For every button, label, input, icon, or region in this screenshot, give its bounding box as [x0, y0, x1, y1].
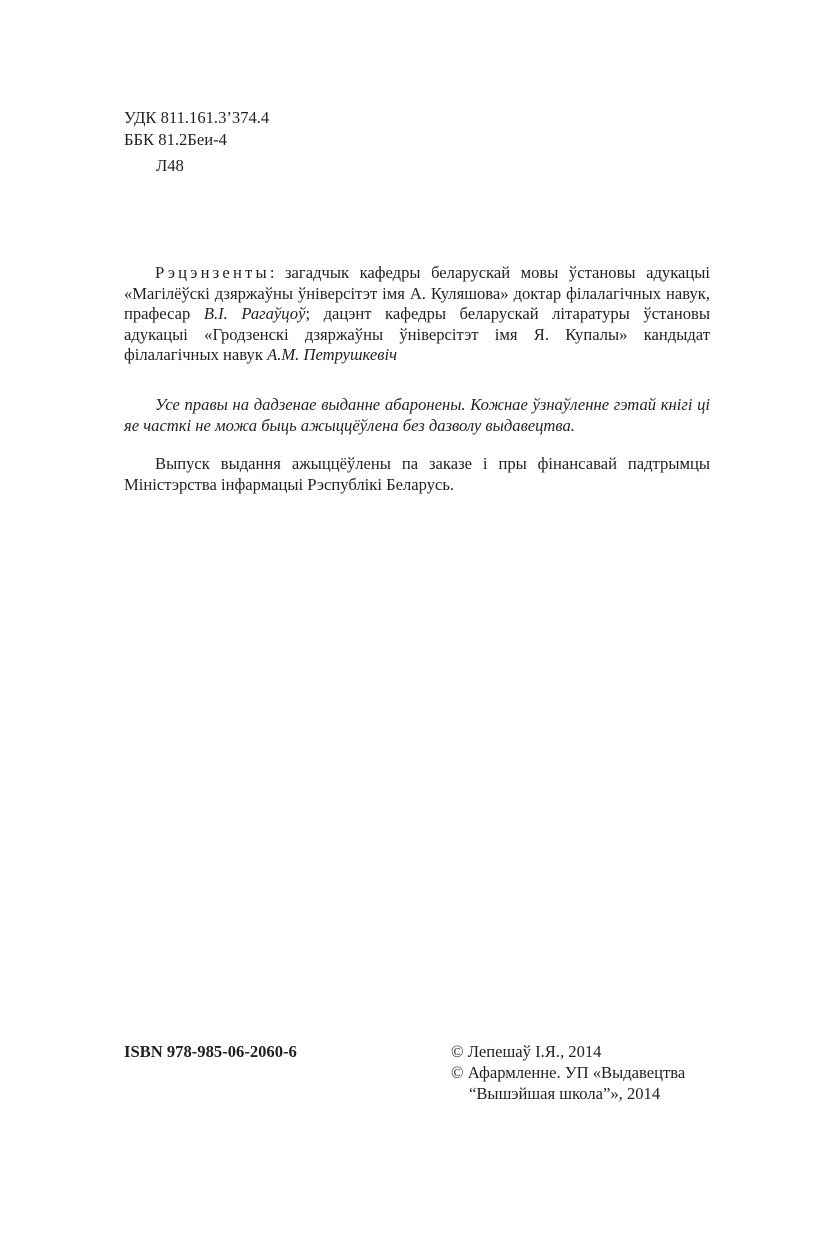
- copyright-author: © Лепешаў І.Я., 2014: [451, 1042, 602, 1061]
- bbk-code: ББК 81.2Беи-4: [124, 130, 227, 149]
- copyright-design: © Афармленне. УП «Выдавецтва: [451, 1063, 686, 1082]
- isbn: ISBN 978-985-06-2060-6: [124, 1042, 297, 1061]
- reviewer-2-name: А.М. Петрушкевіч: [267, 345, 397, 365]
- copyright-block: [451, 1041, 685, 1104]
- copyright-publisher: “Вышэйшая школа”», 2014: [469, 1084, 661, 1103]
- author-sign: Л48: [156, 156, 184, 175]
- rights-notice: Усе правы на дадзенае выданне абаронены. Кожнае ўзнаўленне гэтай кнігі ці яе часткі не можа быць ажыццёўлена без дазволу выдавецтва.: [124, 395, 710, 435]
- reviewers-paragraph: [124, 263, 710, 366]
- reviewer-1-name: В.І. Рагаўцоў: [203, 304, 306, 324]
- reviewers-separator: :: [269, 263, 285, 282]
- udk-code: УДК 811.161.3’374.4: [124, 108, 270, 127]
- funding-notice: Выпуск выдання ажыццёўлены па заказе і пры фінансавай падтрымцы Міністэрства інфармацыі Рэспублікі Беларусь.: [124, 454, 710, 494]
- classification-block: [124, 107, 269, 177]
- reviewers-label: Рэцэнзенты: [155, 263, 270, 282]
- reviewers-text-2: ; дацэнт кафедры беларускай літаратуры ўстановы адукацыі «Гродзенскі дзяржаўны ўніверсітэт імя Я. Купалы» кандыдат філалагічных навук: [124, 304, 710, 365]
- reviewers-text-1: загадчык кафедры беларускай мовы ўстановы адукацыі «Магілёўскі дзяржаўны ўніверсітэт імя А. Куляшова» доктар філалагічных навук, прафесар: [124, 263, 711, 324]
